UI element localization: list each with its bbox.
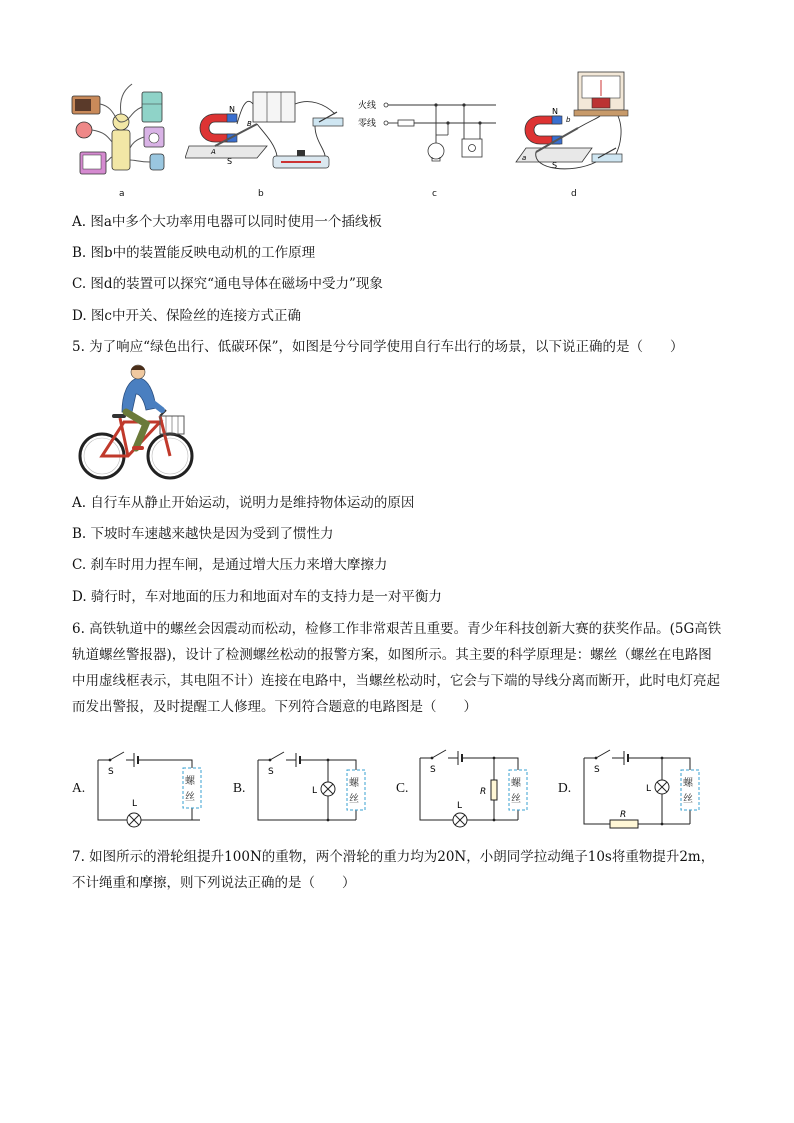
q5-option-d: D. 骑行时，车对地面的压力和地面对车的支持力是一对平衡力	[72, 589, 442, 605]
bicycle-rider-illustration	[76, 364, 196, 484]
q5-option-b: B. 下坡时车速越来越快是因为受到了惯性力	[72, 526, 334, 542]
neutral-wire-label: 零线	[358, 119, 377, 129]
q5-stem: 5. 为了响应“绿色出行、低碳环保”，如图是兮兮同学使用自行车出行的场景，以下说正确的是（ ）	[72, 339, 684, 355]
svg-text:L: L	[646, 784, 652, 794]
figure-b	[185, 84, 350, 184]
lamp-label: L	[132, 799, 138, 809]
q4-option-d: D. 图c中开关、保险丝的连接方式正确	[72, 308, 301, 324]
figure-d	[512, 70, 632, 182]
svg-text:S: S	[268, 767, 274, 777]
svg-text:螺: 螺	[349, 778, 359, 789]
label-b-s: S	[227, 157, 233, 166]
resistor-label: R	[480, 787, 487, 797]
figure-a-label: a	[119, 189, 125, 199]
q5-option-a: A. 自行车从静止开始运动，说明力是维持物体运动的原因	[72, 495, 415, 511]
svg-text:丝: 丝	[349, 794, 359, 805]
label-d-b: b	[566, 116, 571, 124]
q6-circuit-a	[90, 748, 220, 830]
q4-option-a: A. 图a中多个大功率用电器可以同时使用一个插线板	[72, 214, 382, 230]
svg-text:螺: 螺	[511, 778, 521, 789]
q6-circuit-b	[252, 748, 382, 830]
figure-b-label: b	[258, 189, 264, 199]
figure-a	[70, 82, 175, 187]
q6-option-a-label: A.	[72, 780, 86, 795]
screw-char-1: 螺	[185, 776, 195, 787]
svg-text:L: L	[457, 801, 463, 811]
q6-option-c-label: C.	[396, 780, 409, 795]
label-b-a: A	[211, 148, 216, 156]
label-d-n: N	[552, 107, 558, 116]
svg-text:螺: 螺	[683, 778, 693, 789]
q4-option-b: B. 图b中的装置能反映电动机的工作原理	[72, 245, 316, 261]
live-wire-label: 火线	[358, 101, 377, 111]
figure-c	[356, 95, 506, 180]
q4-option-c: C. 图d的装置可以探究“通电导体在磁场中受力”现象	[72, 276, 383, 292]
q6-circuit-c	[414, 746, 544, 832]
svg-text:S: S	[430, 765, 436, 775]
q6-option-b-label: B.	[233, 780, 246, 795]
svg-text:L: L	[312, 786, 318, 796]
q6-option-d-label: D.	[558, 780, 572, 795]
figure-c-label: c	[432, 189, 437, 199]
label-d-s: S	[552, 161, 558, 170]
svg-text:丝: 丝	[511, 794, 521, 805]
q7-stem: 7. 如图所示的滑轮组提升100N的重物，两个滑轮的重力均为20N，小朗同学拉动绳子10s将重物提升2m，不计绳重和摩擦，则下列说法正确的是（ ）	[72, 849, 715, 891]
figure-d-label: d	[571, 189, 577, 199]
q6-stem: 6. 高铁轨道中的螺丝会因震动而松动，检修工作非常艰苦且重要。青少年科技创新大赛的获奖作品。(5G高铁轨道螺丝警报器)，设计了检测螺丝松动的报警方案，如图所示。其主要的科学原理是：螺丝（螺丝在电路图中用虚线框表示，其电阻不计）连接在电路中，当螺丝松动时，它会与下端的导线分离而断开，此时电灯亮起而发出警报，及时提醒工人修理。下列符合题意的电路图是（ ）	[72, 621, 722, 715]
label-b-n: N	[229, 105, 235, 114]
q5-option-c: C. 刹车时用力捏车闸，是通过增大压力来增大摩擦力	[72, 557, 388, 573]
screw-char-2: 丝	[185, 792, 195, 803]
svg-text:丝: 丝	[683, 794, 693, 805]
q6-circuit-d	[578, 746, 708, 832]
label-d-a: a	[522, 154, 527, 162]
svg-text:R: R	[620, 810, 627, 820]
label-b-b: B	[247, 120, 252, 128]
svg-text:S: S	[594, 765, 600, 775]
switch-label: S	[108, 767, 114, 777]
